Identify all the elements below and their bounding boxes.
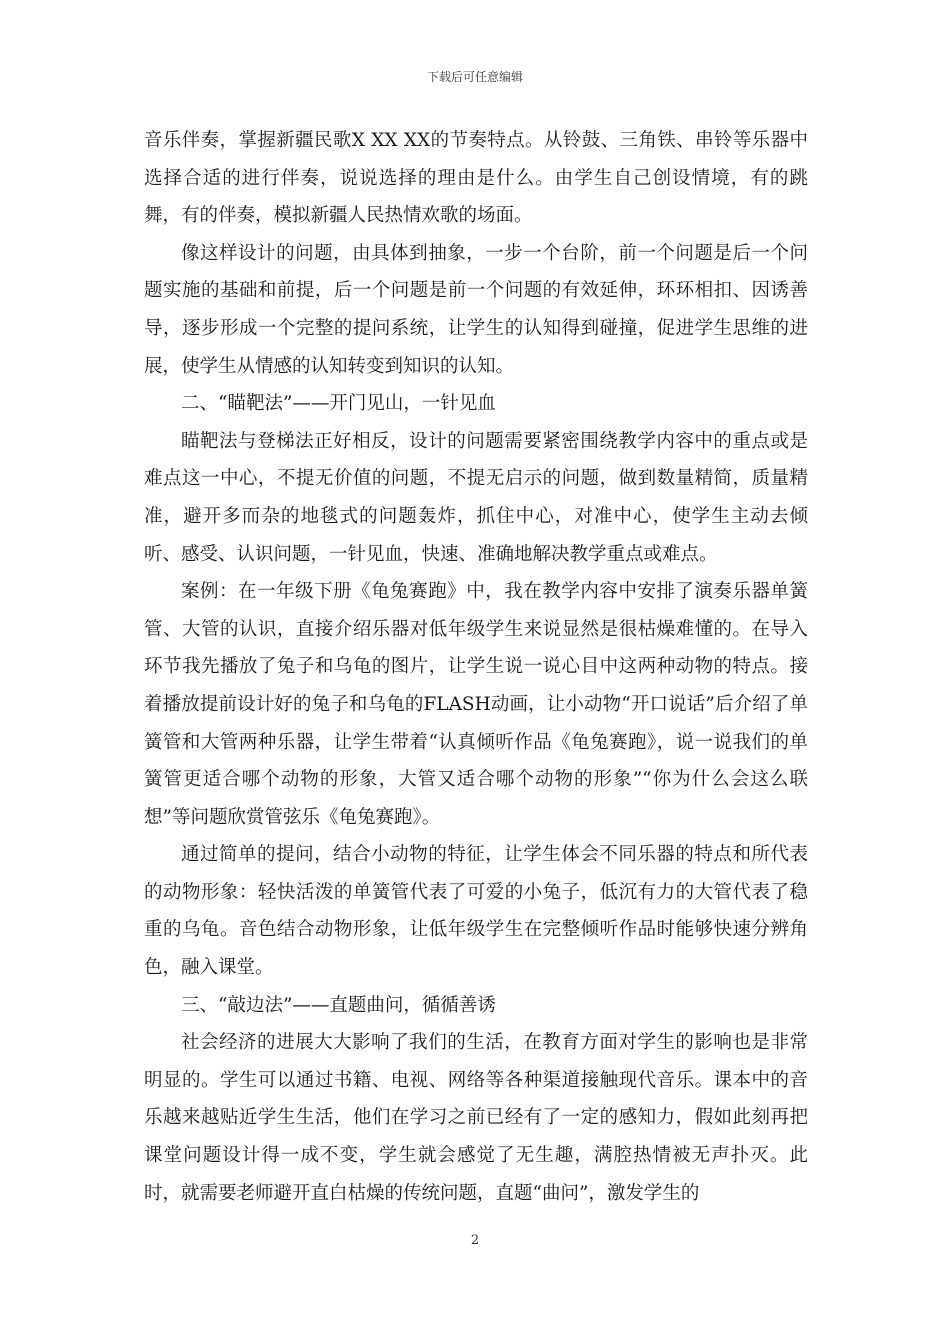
paragraph-targeting-method: 瞄靶法与登梯法正好相反，设计的问题需要紧密围绕教学内容中的重点或是难点这一中心，不提无价值的问题，不提无启示的问题，做到数量精简，质量精准，避开多而杂的地毯式的问题轰炸，抓住中心，对准中心，使学生主动去倾听、感受、认识问题，一针见血，快速、准确地解决教学重点或难点。 — [144, 430, 808, 565]
paragraph-question-design: 像这样设计的问题，由具体到抽象，一步一个台阶，前一个问题是后一个问题实施的基础和前提，后一个问题是前一个问题的有效延伸，环环相扣、因诱善导，逐步形成一个完整的提问系统，让学生的认知得到碰撞，促进学生思维的进展，使学生从情感的认知转变到知识的认知。 — [144, 242, 808, 377]
document-body — [144, 122, 808, 1212]
page-header: 下载后可任意编辑 — [426, 70, 523, 84]
paragraph-social-economy: 社会经济的进展大大影响了我们的生活，在教育方面对学生的影响也是非常明显的。学生可以通过书籍、电视、网络等各种渠道接触现代音乐。课本中的音乐越来越贴近学生生活，他们在学习之前已经有了一定的感知力，假如此刻再把课堂问题设计得一成不变，学生就会感觉了无生趣，满腔热情被无声扑灭。此时，就需要老师避开直白枯燥的传统问题，直题“曲问”，激发学生的 — [144, 1032, 808, 1204]
section-heading-3: 三、“敲边法”——直题曲问，循循善诱 — [181, 994, 496, 1016]
page-number: 2 — [470, 1233, 480, 1248]
paragraph-case-example: 案例：在一年级下册《龟兔赛跑》中，我在教学内容中安排了演奏乐器单簧管、大管的认识，直接介绍乐器对低年级学生来说显然是很枯燥难懂的。在导入环节我先播放了兔子和乌龟的图片，让学生说一说心目中这两种动物的特点。接着播放提前设计好的兔子和乌龟的FLASH动画，让小动物“开口说话”后介绍了单簧管和大管两种乐器，让学生带着“认真倾听作品《龟兔赛跑》，说一说我们的单簧管更适合哪个动物的形象，大管又适合哪个动物的形象”“你为什么会这么联想”等问题欣赏管弦乐《龟兔赛跑》。 — [144, 581, 808, 828]
paragraph-simple-questioning: 通过简单的提问，结合小动物的特征，让学生体会不同乐器的特点和所代表的动物形象：轻快活泼的单簧管代表了可爱的小兔子，低沉有力的大管代表了稳重的乌龟。音色结合动物形象，让低年级学生在完整倾听作品时能够快速分辨角色，融入课堂。 — [144, 844, 808, 979]
paragraph-accompaniment: 音乐伴奏，掌握新疆民歌X XX XX的节奏特点。从铃鼓、三角铁、串铃等乐器中选择合适的进行伴奏，说说选择的理由是什么。由学生自己创设情境，有的跳舞，有的伴奏，模拟新疆人民热情欢歌的场面。 — [144, 130, 808, 227]
section-heading-2: 二、“瞄靶法”——开门见山，一针见血 — [181, 393, 496, 415]
